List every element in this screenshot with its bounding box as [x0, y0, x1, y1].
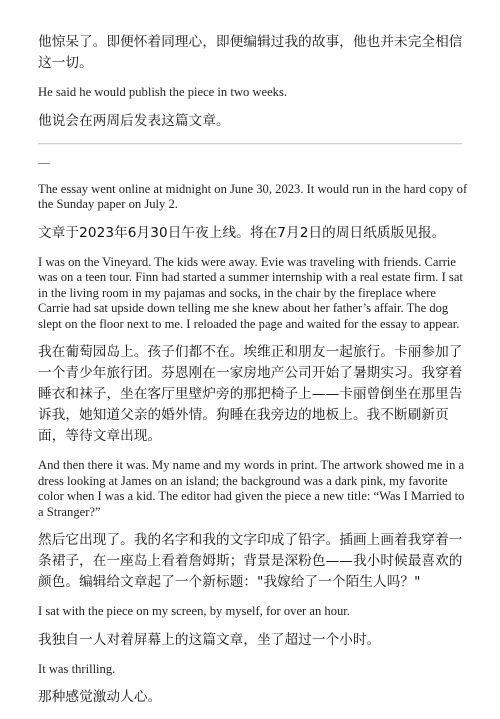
paragraph-en: It was thrilling.	[38, 661, 116, 676]
paragraph-zh: 他说会在两周后发表这篇文章。	[38, 112, 230, 129]
paragraph-en: I was on the Vineyard. The kids were away. Evie was traveling with friends. Carrie was on a teen tour. Finn had started a summer internship with a real estate firm. I sat in the living room in my pajamas and socks, in the chair by the fireplace where Carrie had sat upside down telling me she knew about her father’s affair. The dog slept on the floor next to me. I reloaded the page and waited for the essay to appear.	[38, 254, 463, 331]
divider-line	[38, 143, 462, 145]
paragraph-zh: 然后它出现了。我的名字和我的文字印成了铅字。插画上画着我穿着一条裙子，在一座岛上看着詹姆斯；背景是深粉色——我小时候最喜欢的颜色。编辑给文章起了一个新标题："我嫁给了一个陌生人吗？"	[38, 532, 463, 590]
paragraph-zh: 我在葡萄园岛上。孩子们都不在。埃维正和朋友一起旅行。卡丽参加了一个青少年旅行团。芬恩刚在一家房地产公司开始了暑期实习。我穿着睡衣和袜子，坐在客厅里壁炉旁的那把椅子上——卡丽曾倒坐在那里告诉我，她知道父亲的婚外情。狗睡在我旁边的地板上。我不断刷新页面，等待文章出现。	[38, 344, 463, 444]
paragraph-zh: 那种感觉激动人心。	[38, 689, 162, 705]
paragraph-zh: 我独自一人对着屏幕上的这篇文章，坐了超过一个小时。	[38, 631, 381, 648]
paragraph-en: He said he would publish the piece in two weeks.	[38, 85, 288, 99]
paragraph-en: And then there it was. My name and my words in print. The artwork showed me in a dress looking at James on an island; the background was a dark pink, my favorite color when I was a kid. The editor had given the piece a new title: “Was I Married to a Stranger?”	[38, 458, 465, 519]
section-separator: —	[38, 154, 50, 169]
paragraph-en: The essay went online at midnight on June 30, 2023. It would run in the hard copy of the Sunday paper on July 2.	[38, 181, 468, 211]
article-body	[38, 32, 468, 719]
paragraph-zh: 他惊呆了。即便怀着同理心，即便编辑过我的故事，他也并未完全相信这一切。	[38, 34, 463, 71]
paragraph-zh: 文章于2023年6月30日午夜上线。将在7月2日的周日纸质版见报。	[38, 224, 446, 241]
paragraph-en: I sat with the piece on my screen, by myself, for over an hour.	[38, 604, 350, 618]
